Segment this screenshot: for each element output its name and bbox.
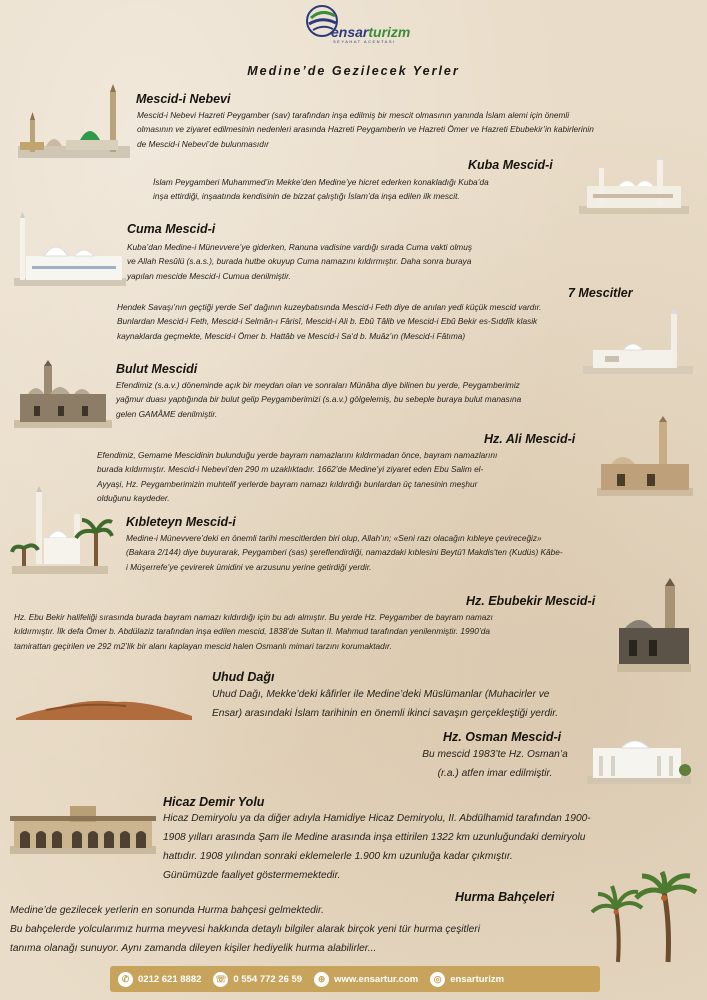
section-text-mescid-i-nebevi: Mescid-i Nebevi Hazreti Peygamber (sav) tarafından inşa edilmiş bir mescit olmasının yanında İslam alemi için önemli olmasının ve ziyaret edilmesinin nedenleri arasında Hazreti Peygamberin ve Hazreti Ömer ve Hazreti Ebubekir’in kabirlerinin de Mescid-i Nebevi’de bulunmasıdır <box>137 110 594 149</box>
7-mescitler-image <box>583 310 693 374</box>
section-title-cuma-mescidi: Cuma Mescid-i <box>127 222 216 236</box>
kuba-mescidi-image <box>579 156 689 214</box>
section-text-kuba-mescidi: İslam Peygamberi Muhammed’in Mekke’den Medine’ye hicret ederken konakladığı Kuba’da inşa ettirdiği, inşaatında kendisinin de bizzat çalıştığı İslam’da inşa edilen ilk mescit. <box>153 177 489 202</box>
section-title-kibleteyn-mescidi: Kıbleteyn Mescid-i <box>126 515 236 529</box>
uhud-dagi-image <box>16 696 192 720</box>
section-text-kibleteyn-mescidi: Medine-i Münevvere’deki en önemli tarihi mescitlerden biri olup, Allah’ın; «Seni razı olacağın kıbleye çevireceğiz» (Bakara 2/144) diye buyurarak, Peygamberi (sas) şereflendirdiği, namazdaki kıblesini Beytü'l Makdis'ten (Kudüs) Kâbe- i Müşerrefe’ye çevirerek ümidini ve arzusunu yerine getirdiği yerdir. <box>126 533 563 572</box>
section-text-7-mescitler: Hendek Savaşı’nın geçtiği yerde Sel’ dağının kuzeybatısında Mescid-i Feth diye de anılan yedi küçük mescid vardır. Bunlardan Mescid-i Feth, Mescid-i Selmân-ı Fârisî, Mescid-i Ali b. Ebû Tâlib ve Mescid-i Ebû Bekir es-Sıddîk klasik kaynaklarda geçmekte, Mescid-i Ömer b. Hattâb ve Mescid-i Sa‘d b. Muâz’ın (Mescid-i Fâtıma) <box>117 302 542 341</box>
kibleteyn-mescidi-image <box>12 488 108 574</box>
section-title-hz-ebubekir-mescidi: Hz. Ebubekir Mescid-i <box>466 594 596 608</box>
footer-instagram-link[interactable]: ◎ ensarturizm <box>430 972 504 987</box>
hz-ebubekir-mescidi-image <box>617 580 691 672</box>
hz-osman-mescidi-image <box>587 730 691 784</box>
page-title: Medine’de Gezilecek Yerler <box>247 64 460 78</box>
section-text-hurma-bahceleri: Medine’de gezilecek yerlerin en sonunda Hurma bahçesi gelmektedir. Bu bahçelerde yolcularımız hurma meyvesi hakkında detaylı bilgiler alarak birçok yeni tür hurma çeşitleri tanıma olanağı sunuyor. Aynı zamanda dileyen kişiler hediyelik hurma alabilirler... <box>10 905 480 954</box>
instagram-icon: ◎ <box>430 972 445 987</box>
footer-whatsapp[interactable]: ☏ 0 554 772 26 59 <box>215 973 303 985</box>
section-title-7-mescitler: 7 Mescitler <box>568 286 633 300</box>
section-title-bulut-mescidi: Bulut Mescidi <box>116 362 198 376</box>
section-text-hz-ebubekir-mescidi: Hz. Ebu Bekir halifeliği sırasında burada bayram namazı kıldırdığı için bu adı almıştır. Bu yerde Hz. Peygamber de bayram namazı kıldırmıştır. İlk defa Ömer b. Abdülaziz tarafından inşa edilen mescid, 1838’de Sultan II. Mahmud tarafından yenilenmiştir. 1990’da tamirattan geçirilen ve 292 m2’lik bir alanı kaplayan mescid halen Osmanlı mimari tarzını korumaktadır. <box>14 612 493 651</box>
section-text-hicaz-demir-yolu: Hicaz Demiryolu ya da diğer adıyla Hamidiye Hicaz Demiryolu, II. Abdülhamid tarafından 1900- 1908 yılları arasında Şam ile Medine arasında inşa ettirilen 1322 km uzunluğundaki demiryolu hattıdır. 1908 yılından sonraki eklemelerle 1.900 km uzunluğa kadar çıkmıştır. Günümüzde faaliyet göstermemektedir. <box>163 813 591 881</box>
section-title-uhud-dagi: Uhud Dağı <box>212 670 275 684</box>
palm-trees-image <box>590 872 700 962</box>
whatsapp-icon: ☏ <box>213 972 228 987</box>
section-title-hicaz-demir-yolu: Hicaz Demir Yolu <box>163 795 265 809</box>
section-text-cuma-mescidi: Kuba’dan Medine-i Münevvere’ye giderken, Ranuna vadisine vardığı sırada Cuma vakti olmuş ve Allah Resûlü (s.a.s.), burada hutbe okuyup Cuma namazını kıldırmıştır. Daha sonra buraya yapılan mescide Mescid-i Cumua denilmiştir. <box>127 242 472 281</box>
footer-website-link[interactable]: ⊕ www.ensartur.com <box>314 972 418 987</box>
brand-name: ensarturizm <box>331 24 411 40</box>
hz-ali-mescidi-image <box>597 420 693 496</box>
hicaz-demir-yolu-image <box>10 800 156 854</box>
contact-footer <box>110 966 600 992</box>
mescid-i-nebevi-image <box>18 84 130 160</box>
cuma-mescidi-image <box>14 216 126 286</box>
bulut-mescidi-image <box>14 364 112 428</box>
section-title-hurma-bahceleri: Hurma Bahçeleri <box>455 890 555 904</box>
section-title-kuba-mescidi: Kuba Mescid-i <box>468 158 553 172</box>
section-text-bulut-mescidi: Efendimiz (s.a.v.) döneminde açık bir meydan olan ve sonraları Münâha diye bilinen bu yerde, Peygamberimiz yağmur duası yaptığında bir bulut gelip Peygamberimizi (s.a.v.) gölgelemiş, bu sebeple buraya bulut manasına gelen GAMÂME denilmiştir. <box>116 380 522 419</box>
section-text-uhud-dagi: Uhud Dağı, Mekke’deki kâfirler ile Medine’deki Müslümanlar (Muhacirler ve Ensar) arasındaki İslam tarihinin en önemli ikinci savaşın gerçekleştiği yerdir. <box>212 689 559 719</box>
section-title-mescid-i-nebevi: Mescid-i Nebevi <box>136 92 231 106</box>
brand-tagline: SEYAHAT ACENTASI <box>333 39 396 44</box>
section-text-hz-osman-mescidi: Bu mescid 1983’te Hz. Osman’a (r.a.) atfen imar edilmiştir. <box>422 749 568 779</box>
section-title-hz-ali-mescidi: Hz. Ali Mescid-i <box>484 432 576 446</box>
globe-icon: ⊕ <box>314 972 329 987</box>
footer-phone[interactable]: ✆ 0212 621 8882 <box>118 972 201 987</box>
section-title-hz-osman-mescidi: Hz. Osman Mescid-i <box>443 730 562 744</box>
phone-icon: ✆ <box>118 972 133 987</box>
section-text-hz-ali-mescidi: Efendimiz, Gemame Mescidinin bulunduğu yerde bayram namazlarını kıldırmadan önce, bayram namazlarını burada kıldırmıştır. Mescid-i Nebevi’den 290 m uzaklıktadır. 1662’de Medine’yi ziyaret eden Ebu Salim el- Ayyaşi, Hz. Peygamberimizin muhtelif yerlerde bayram namazı kıldırdığı bunlardan üç tanesinin meşhur olduğunu kaydeder. <box>97 450 498 503</box>
